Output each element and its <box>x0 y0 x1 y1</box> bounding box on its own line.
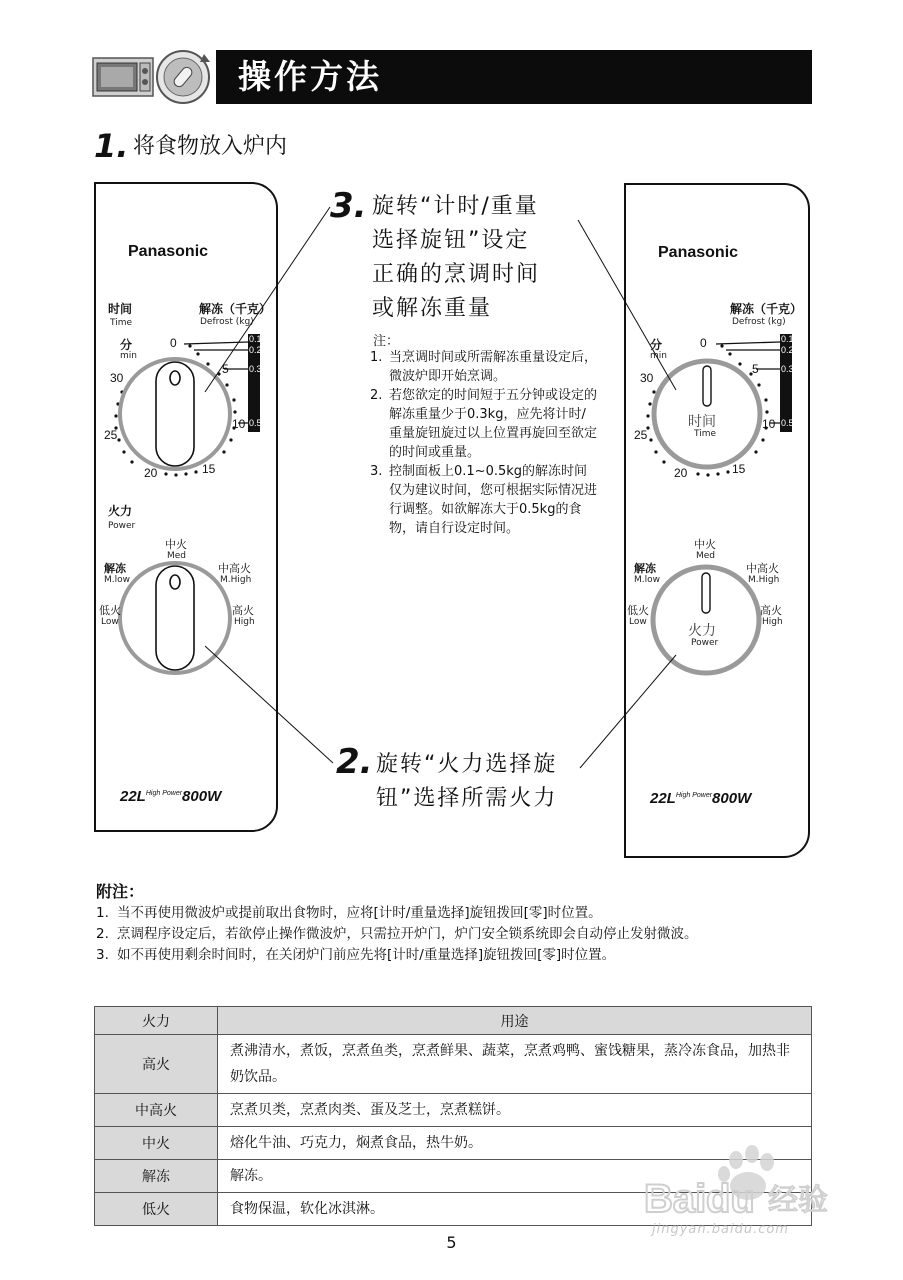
brand-logo-right: Panasonic <box>658 244 739 261</box>
note-item: 2. 若您欲定的时间短于五分钟或设定的解冻重量少于0.3kg，应先将计时/重量旋钮旋过以上位置再旋回至欲定的时间或重量。 <box>370 388 598 460</box>
power-cell: 高火 <box>95 1035 218 1094</box>
level-mlow-en: M.low <box>104 575 130 585</box>
step3-line: 旋转“计时/重量 <box>372 194 539 219</box>
weight-mark-03: 0.3 <box>249 364 262 374</box>
level-mhigh-cn: 中高火 <box>218 562 251 575</box>
step3-line: 或解冻重量 <box>372 296 493 321</box>
weight-mark-01: 0.1 <box>249 334 262 344</box>
timer-mark-30-right: 30 <box>640 371 654 385</box>
notes-title: 注： <box>373 334 400 349</box>
timer-label-cn: 时间 <box>108 302 133 316</box>
timer-mark-0-right: 0 <box>700 336 707 350</box>
timer-mark-15: 15 <box>202 462 216 476</box>
power-cell: 解冻 <box>95 1160 218 1193</box>
timer-label-en: Time <box>110 318 133 328</box>
level-low-en-right: Low <box>629 617 647 627</box>
step3-number: 3. <box>330 186 367 226</box>
level-high-cn: 高火 <box>232 604 254 617</box>
power-label-en: Power <box>108 521 136 531</box>
step3-line: 正确的烹调时间 <box>372 262 541 287</box>
level-med-en-right: Med <box>696 551 716 561</box>
level-low-en: Low <box>101 617 119 627</box>
step2-line: 旋转“火力选择旋 <box>376 752 558 777</box>
weight-mark-02: 0.2 <box>249 345 262 355</box>
brand-logo: Panasonic <box>128 243 209 260</box>
svg-text:Bai: Bai <box>644 1177 707 1221</box>
timer-mark-5: 5 <box>222 362 229 376</box>
high-power-label-right: High Power <box>675 792 713 799</box>
timer-mark-20-right: 20 <box>674 466 688 480</box>
dial-power-en: Power <box>691 638 719 648</box>
timer-mark-10-right: 10 <box>762 417 776 431</box>
use-cell: 熔化牛油、巧克力，焖煮食品，热牛奶。 <box>218 1127 812 1160</box>
use-cell: 解冻。 <box>218 1160 812 1193</box>
minutes-label-cn: 分 <box>120 338 133 352</box>
svg-text:du: du <box>706 1177 755 1221</box>
appendix-item: 2. 烹调程序设定后，若欲停止操作微波炉，只需拉开炉门，炉门安全锁系统即会自动停止发射微波。 <box>96 926 698 942</box>
power-label-cn: 火力 <box>108 504 133 518</box>
note-item: 3. 控制面板上0.1~0.5kg的解冻时间仅为建议时间，您可根据实际情况进行调整。如欲解冻大于0.5kg的食物，请自行设定时间。 <box>370 464 598 536</box>
svg-text:经验: 经验 <box>768 1183 828 1218</box>
timer-mark-25: 25 <box>104 428 118 442</box>
note-item: 1. 当烹调时间或所需解冻重量设定后，微波炉即开始烹调。 <box>370 350 598 384</box>
table-header-row <box>95 1007 812 1035</box>
weight-mark-02-right: 0.2 <box>781 345 794 355</box>
table-row <box>95 1094 812 1127</box>
level-low-cn: 低火 <box>99 604 121 617</box>
step2-number: 2. <box>336 742 373 782</box>
use-cell: 食物保温，软化冰淇淋。 <box>218 1193 812 1226</box>
page-number: 5 <box>446 1233 457 1252</box>
step2-line: 钮”选择所需火力 <box>376 786 558 811</box>
use-cell: 煮沸清水，煮饭，烹煮鱼类，烹煮鲜果、蔬菜，烹煮鸡鸭、蜜饯糖果，蒸冷冻食品，加热非奶饮品。 <box>218 1035 812 1094</box>
capacity-right: 22L <box>650 790 676 807</box>
power-cell: 中火 <box>95 1127 218 1160</box>
level-mhigh-cn-right: 中高火 <box>746 562 779 575</box>
step3-line: 选择旋钮”设定 <box>372 228 530 253</box>
capacity: 22L <box>120 788 146 805</box>
level-med-en: Med <box>167 551 187 561</box>
minutes-label-en: min <box>120 351 137 361</box>
step2-text <box>376 748 557 816</box>
timer-mark-25-right: 25 <box>634 428 648 442</box>
timer-mark-10: 10 <box>232 417 246 431</box>
defrost-label-cn-right: 解冻（千克） <box>730 302 803 316</box>
level-mlow-cn: 解冻 <box>104 562 126 575</box>
table-row <box>95 1035 812 1094</box>
level-high-cn-right: 高火 <box>760 604 782 617</box>
notes-list <box>370 348 598 538</box>
weight-mark-05: 0.5 <box>249 418 262 428</box>
appendix-item: 1. 当不再使用微波炉或提前取出食物时，应将[计时/重量选择]旋钮拨回[零]时位置。 <box>96 905 602 921</box>
appendix-list <box>96 903 816 966</box>
header-use: 用途 <box>218 1007 812 1035</box>
level-med-cn-right: 中火 <box>694 538 716 551</box>
dial-time-cn: 时间 <box>688 414 716 430</box>
level-high-en-right: High <box>762 617 783 627</box>
timer-mark-0: 0 <box>170 336 177 350</box>
weight-mark-01-right: 0.1 <box>781 334 794 344</box>
weight-mark-03-right: 0.3 <box>781 364 794 374</box>
timer-mark-30: 30 <box>110 371 124 385</box>
wattage: 800W <box>182 788 222 805</box>
header-power: 火力 <box>95 1007 218 1035</box>
page-title: 操作方法 <box>238 57 382 96</box>
step1-number: 1. <box>94 127 129 165</box>
weight-mark-05-right: 0.5 <box>781 418 794 428</box>
watermark-url: jingyan.baidu.com <box>652 1222 789 1237</box>
defrost-label-en: Defrost (kg) <box>200 317 254 327</box>
minutes-label-en-right: min <box>650 351 667 361</box>
level-low-cn-right: 低火 <box>627 604 649 617</box>
dial-time-en: Time <box>694 429 717 439</box>
timer-mark-15-right: 15 <box>732 462 746 476</box>
minutes-label-cn-right: 分 <box>650 338 663 352</box>
defrost-label-cn: 解冻（千克） <box>199 302 272 316</box>
appendix-item: 3. 如不再使用剩余时间时，在关闭炉门前应先将[计时/重量选择]旋钮拨回[零]时位置。 <box>96 947 616 963</box>
appendix-title: 附注： <box>96 882 145 901</box>
timer-mark-20: 20 <box>144 466 158 480</box>
level-mlow-en-right: M.low <box>634 575 660 585</box>
level-mhigh-en: M.High <box>220 575 252 585</box>
level-mlow-cn-right: 解冻 <box>634 562 656 575</box>
power-cell: 低火 <box>95 1193 218 1226</box>
wattage-right: 800W <box>712 790 752 807</box>
dial-power-cn: 火力 <box>688 623 716 639</box>
timer-mark-5-right: 5 <box>752 362 759 376</box>
step1-text: 将食物放入炉内 <box>133 134 288 159</box>
high-power-label: High Power <box>145 790 183 797</box>
power-cell: 中高火 <box>95 1094 218 1127</box>
level-high-en: High <box>234 617 255 627</box>
step3-text <box>372 190 540 326</box>
level-mhigh-en-right: M.High <box>748 575 780 585</box>
use-cell: 烹煮贝类，烹煮肉类、蛋及芝士，烹煮糕饼。 <box>218 1094 812 1127</box>
level-med-cn: 中火 <box>165 538 187 551</box>
defrost-label-en-right: Defrost (kg) <box>732 317 786 327</box>
